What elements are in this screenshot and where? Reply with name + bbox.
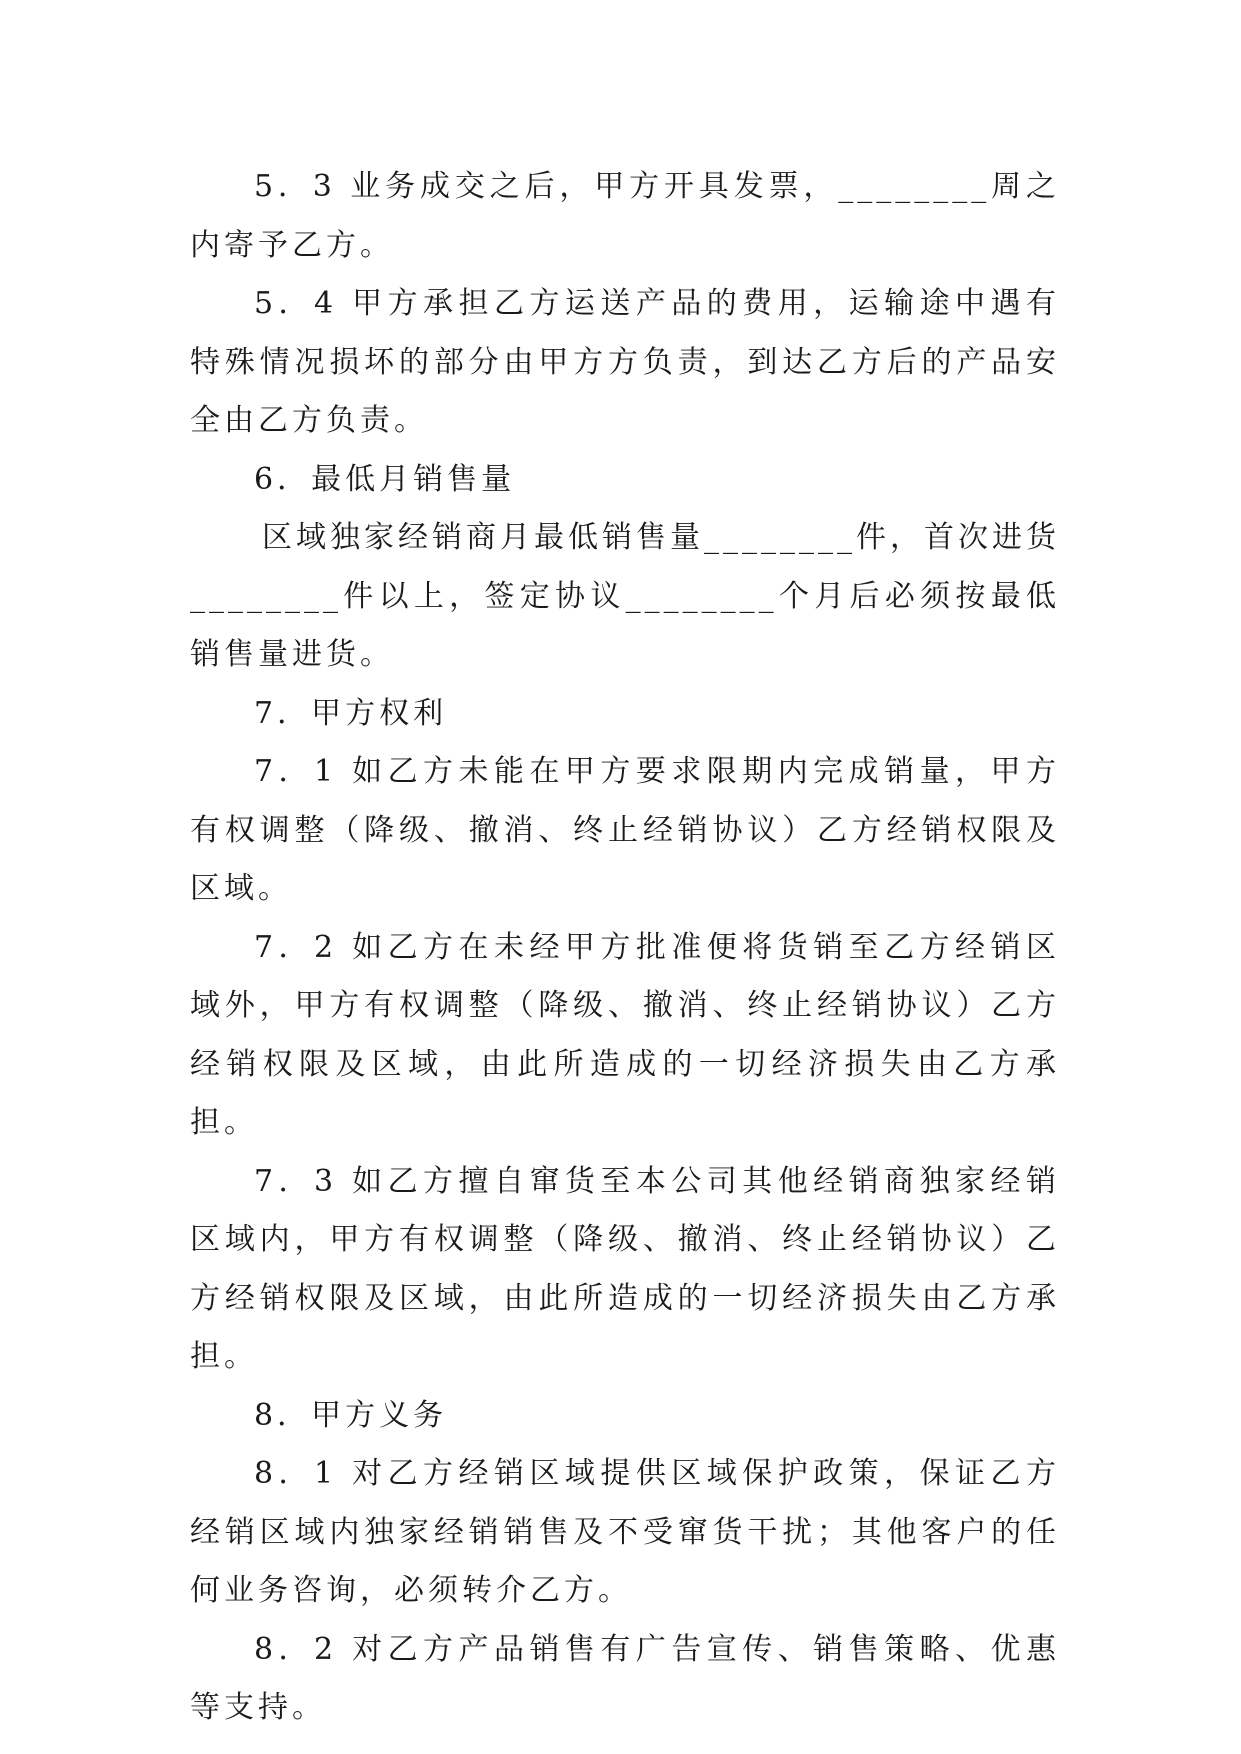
paragraph-5-3: 5．3 业务成交之后，甲方开具发票，________周之内寄予乙方。: [190, 169, 1060, 263]
paragraph-5-4: 5．4 甲方承担乙方运送产品的费用，运输途中遇有特殊情况损坏的部分由甲方方负责，到达乙方后的产品安全由乙方负责。: [190, 286, 1060, 438]
paragraph-7-2: 7．2 如乙方在未经甲方批准便将货销至乙方经销区域外，甲方有权调整（降级、撤消、终止经销协议）乙方经销权限及区域，由此所造成的一切经济损失由乙方承担。: [190, 929, 1060, 1140]
heading-8-party-a-obligations: 8．甲方义务: [254, 1397, 448, 1433]
paragraph-7-3: 7．3 如乙方擅自窜货至本公司其他经销商独家经销区域内，甲方有权调整（降级、撤消、终止经销协议）乙方经销权限及区域，由此所造成的一切经济损失由乙方承担。: [190, 1163, 1060, 1374]
paragraph-7-1: 7．1 如乙方未能在甲方要求限期内完成销量，甲方有权调整（降级、撤消、终止经销协议）乙方经销权限及区域。: [190, 754, 1060, 906]
paragraph-6-body: 区域独家经销商月最低销售量________件，首次进货________件以上，签定协议________个月后必须按最低销售量进货。: [190, 520, 1060, 672]
heading-6-min-monthly-sales: 6．最低月销售量: [254, 461, 516, 497]
paragraph-8-2: 8．2 对乙方产品销售有广告宣传、销售策略、优惠等支持。: [190, 1631, 1060, 1725]
document-body: [190, 158, 1060, 1738]
paragraph-8-1: 8．1 对乙方经销区域提供区域保护政策，保证乙方经销区域内独家经销销售及不受窜货干扰；其他客户的任何业务咨询，必须转介乙方。: [190, 1456, 1060, 1608]
heading-7-party-a-rights: 7．甲方权利: [254, 695, 448, 731]
